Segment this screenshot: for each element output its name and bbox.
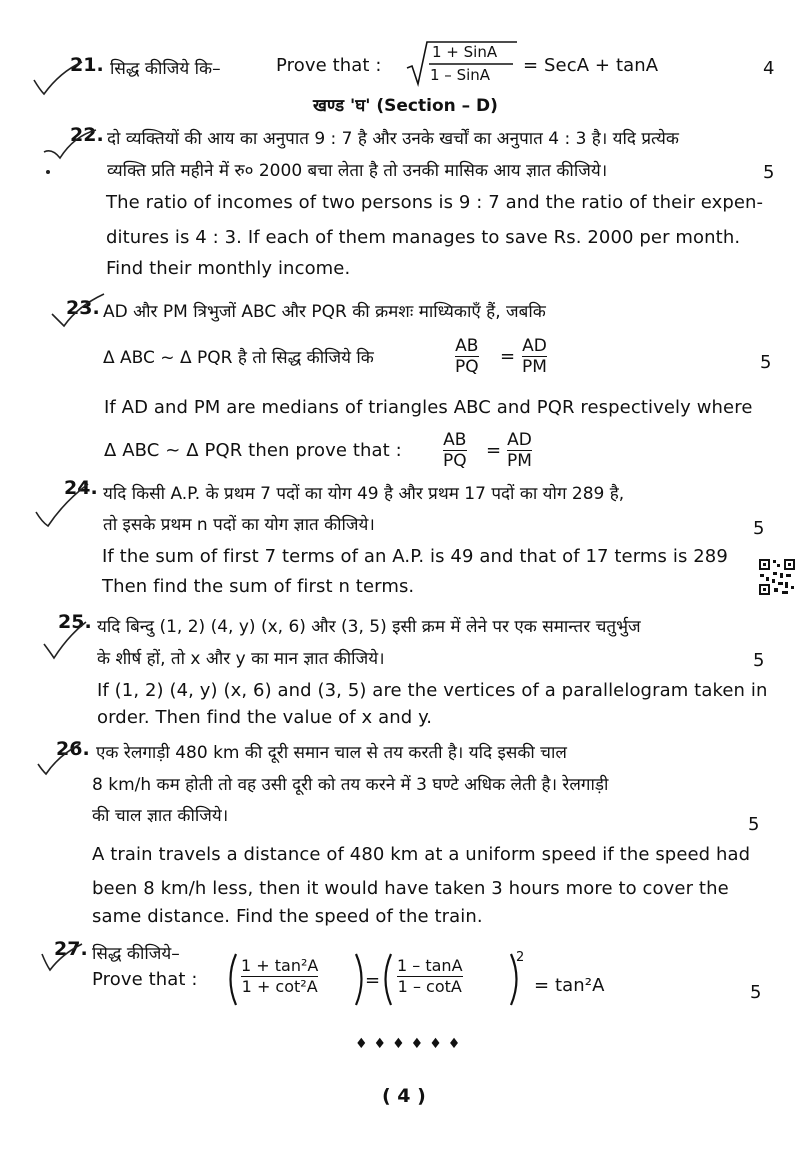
question-number: 21. [70, 54, 104, 76]
question-number: 24. [64, 477, 98, 499]
checkmark-icon [48, 292, 108, 332]
question-number: 27. [54, 938, 88, 960]
marks: 5 [763, 162, 775, 183]
question-number: 23. [66, 297, 100, 319]
checkmark-icon [38, 940, 88, 980]
qr-code-icon [758, 558, 796, 596]
checkmark-icon [40, 128, 100, 178]
question-text-hindi: दो व्यक्तियों की आय का अनुपात 9 : 7 है और उनके खर्चों का अनुपात 4 : 3 है। यदि प्रत्येक [107, 129, 679, 149]
question-text-hindi: यदि बिन्दु (1, 2) (4, y) (x, 6) और (3, 5) इसी क्रम में लेने पर एक समान्तर चतुर्भुज [97, 617, 641, 637]
marks: 5 [753, 518, 765, 539]
fraction-ad-pm: $\frac{AD}{PM}$ [507, 430, 532, 471]
checkmark-icon [40, 618, 90, 668]
exponent: 2 [516, 950, 525, 965]
question-text-english: Then find the sum of first n terms. [102, 576, 415, 597]
question-text-hindi: यदि किसी A.P. के प्रथम 7 पदों का योग 49 है और प्रथम 17 पदों का योग 289 है, [103, 484, 625, 504]
radical-denominator: 1 – SinA [430, 66, 491, 84]
question-text-english: If AD and PM are medians of triangles ABC and PQR respectively where [104, 397, 753, 418]
checkmark-icon [34, 740, 84, 780]
question-text-hindi: 8 km/h कम होती तो वह उसी दूरी को तय करने में 3 घण्टे अधिक लेती है। रेलगाड़ी [92, 775, 609, 795]
question-number: 22. [70, 124, 104, 146]
rhs-expression: = SecA + tanA [523, 55, 659, 76]
equals-sign: = [500, 346, 516, 367]
question-text-hindi: के शीर्ष हों, तो x और y का मान ज्ञात कीजिये। [97, 649, 385, 669]
checkmark-icon [30, 58, 90, 98]
question-text-english: A train travels a distance of 480 km at a uniform speed if the speed had [92, 844, 751, 865]
question-text-hindi: तो इसके प्रथम n पदों का योग ज्ञात कीजिये। [103, 515, 375, 535]
rhs-expression: = tan²A [534, 975, 605, 996]
question-text-hindi: की चाल ज्ञात कीजिये। [92, 806, 229, 826]
radical-numerator: 1 + SinA [432, 43, 498, 61]
question-text-english: same distance. Find the speed of the train. [92, 906, 483, 927]
fraction-ab-pq: $\frac{AB}{PQ}$ [443, 430, 467, 471]
marks: 5 [753, 650, 765, 671]
fraction-tan-cot-minus: $\frac{1 - \tan A}{1 - \cot A}$ [397, 956, 463, 996]
question-text-english: Find their monthly income. [106, 258, 351, 279]
question-text-english: Prove that : [92, 969, 198, 990]
fraction-ab-pq: $\frac{AB}{PQ}$ [455, 336, 479, 377]
question-text-hindi: एक रेलगाड़ी 480 km की दूरी समान चाल से तय करती है। यदि इसकी चाल [96, 743, 567, 763]
question-text-english: been 8 km/h less, then it would have taken 3 hours more to cover the [92, 878, 729, 899]
question-text-english: Prove that : [276, 55, 382, 76]
equals-sign: = [486, 440, 502, 461]
page-number: ( 4 ) [382, 1085, 426, 1107]
section-heading: खण्ड 'घ' (Section – D) [313, 96, 498, 116]
checkmark-icon [32, 482, 92, 532]
question-text-english: If (1, 2) (4, y) (x, 6) and (3, 5) are the vertices of a parallelogram taken in [97, 680, 768, 701]
equals-sign: = [365, 970, 381, 991]
fraction-tan-cot: $\frac{\text{1 + tan²A}}{\text{1 + cot²A}}$ [241, 956, 319, 996]
question-text-hindi: व्यक्ति प्रति महीने में रु० 2000 बचा लेता है तो उनकी मासिक आय ज्ञात कीजिये। [107, 161, 608, 181]
marks: 5 [750, 982, 762, 1003]
end-ornament: ♦♦♦♦♦♦ [355, 1036, 467, 1052]
question-text-english: The ratio of incomes of two persons is 9 : 7 and the ratio of their expen- [106, 192, 764, 213]
question-text-english: order. Then find the value of x and y. [97, 707, 433, 728]
marks: 5 [748, 814, 760, 835]
question-text-english: Δ ABC ~ Δ PQR then prove that : [104, 440, 402, 461]
marks: 5 [760, 352, 772, 373]
question-text-english: If the sum of first 7 terms of an A.P. is 49 and that of 17 terms is 289 [102, 546, 728, 567]
question-text-hindi: AD और PM त्रिभुजों ABC और PQR की क्रमशः माध्यिकाएँ हैं, जबकि [103, 302, 546, 322]
marks: 4 [763, 58, 775, 79]
question-text-english: ditures is 4 : 3. If each of them manages to save Rs. 2000 per month. [106, 227, 741, 248]
question-text-hindi: सिद्ध कीजिये– [92, 944, 180, 964]
fraction-ad-pm: $\frac{AD}{PM}$ [522, 336, 547, 377]
question-number: 25. [58, 611, 92, 633]
question-text-hindi: सिद्ध कीजिये कि– [110, 59, 221, 79]
question-number: 26. [56, 738, 90, 760]
question-text-hindi: Δ ABC ~ Δ PQR है तो सिद्ध कीजिये कि [103, 348, 374, 368]
